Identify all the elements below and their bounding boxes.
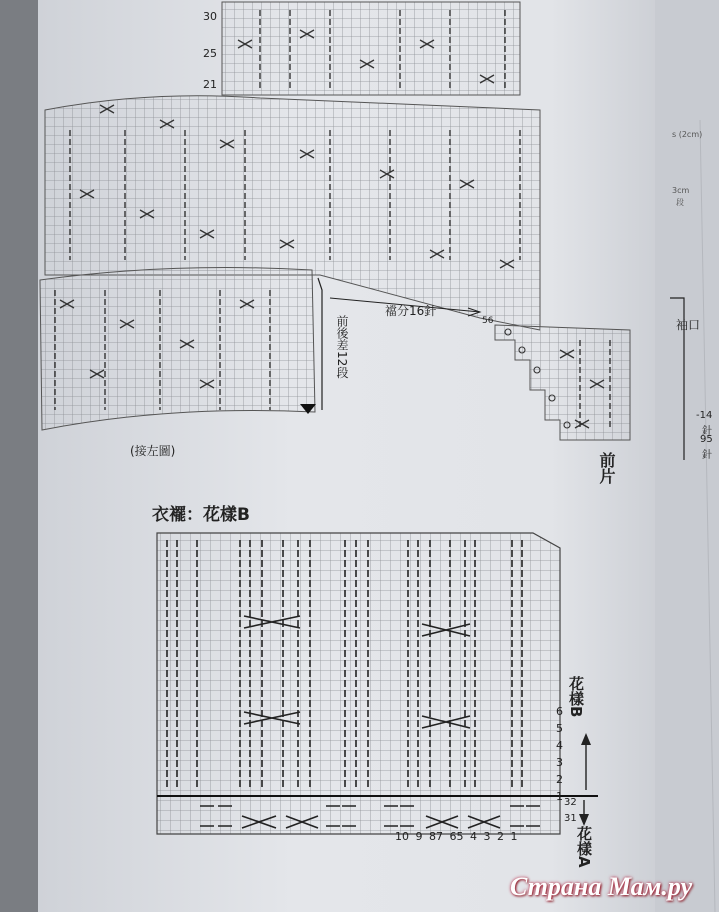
arrow-up-icon — [581, 733, 591, 745]
stitch-count-unit-2: 針 — [702, 450, 712, 461]
row-number-32: 32 — [564, 797, 577, 808]
continuation-caption: (接左圖) — [130, 444, 176, 458]
row-number-30: 30 — [203, 10, 217, 23]
row-number-31: 31 — [564, 813, 577, 824]
pattern-a-label: 花樣A — [575, 826, 593, 868]
pattern-b-row-numbers: 6 5 4 3 2 1 — [556, 705, 563, 803]
faded-note-2: 3cm — [672, 186, 690, 195]
stitch-count-unit-1: 針 — [702, 426, 712, 437]
column-numbers: 10 9 87 65 4 3 2 1 — [395, 830, 518, 843]
row-number-25: 25 — [203, 47, 217, 60]
arrow-down-icon-2 — [579, 814, 589, 826]
pattern-b-label: 花樣B — [567, 676, 585, 718]
row-number-56: 56 — [482, 316, 494, 326]
sleeve-cuff-label: 袖口 — [676, 318, 701, 332]
stitch-count-1: -14 — [696, 410, 713, 421]
site-watermark: Страна Мам.ру — [510, 872, 693, 901]
hem-chart-body — [157, 533, 560, 834]
width-note: 襠分16針 — [385, 304, 437, 318]
hem-chart-title: 衣襬：花樣B — [152, 505, 250, 525]
stitch-count-2: 95 — [700, 434, 713, 445]
faded-note-3: 段 — [676, 198, 684, 207]
row-number-21: 21 — [203, 78, 217, 91]
faded-note-1: s (2cm) — [672, 130, 703, 139]
row-difference-note: 前後差12段 — [335, 315, 349, 379]
front-piece-label: 前片 — [597, 452, 616, 484]
